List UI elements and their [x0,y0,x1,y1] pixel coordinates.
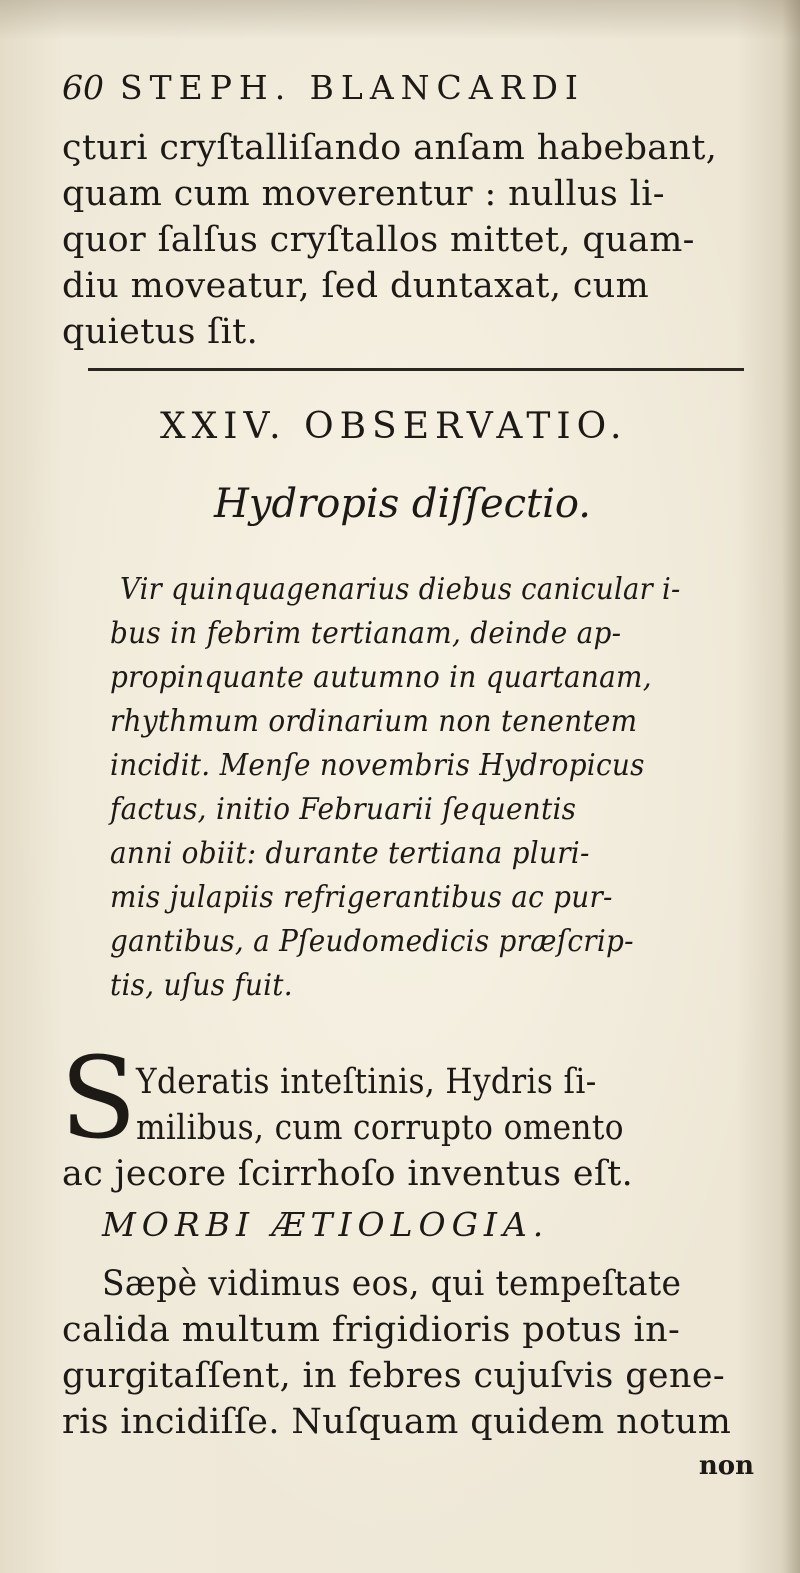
dissection-line: milibus, cum corrupto omento [136,1108,624,1148]
observation-title: Hydropis diſſectio. [214,481,591,527]
dissection-line: ac jecore ſcirrhoſo inventus eſt. [62,1154,634,1194]
page-shadow-top [0,0,800,40]
running-title: STEPH. BLANCARDI [120,68,585,107]
drop-cap: S [60,1034,137,1164]
page-number: 60 [62,68,104,107]
aetiology-heading: MORBI ÆTIOLOGIA. [102,1205,550,1244]
case-text-line: bus in febrim tertianam, deinde ap- [110,616,622,651]
aetiology-line: calida multum frigidioris potus in- [62,1310,681,1350]
observation-heading: XXIV. OBSERVATIO. [160,406,628,447]
text-line: quor ſalſus cryſtallos mittet, quam- [62,220,695,260]
catchword: non [698,1451,754,1481]
text-line: ςturi cryſtalliſando anſam habebant, [62,128,718,168]
text-line: quam cum moverentur : nullus li- [62,174,665,214]
case-text-line: propinquante autumno in quartanam, [110,660,652,695]
dissection-line: Yderatis inteſtinis, Hydris ſi- [136,1062,597,1102]
text-line: diu moveatur, ſed duntaxat, cum [62,266,650,306]
case-text-line: tis, uſus fuit. [110,968,293,1003]
case-text-line: Vir quinquagenarius diebus canicular i- [120,572,681,607]
aetiology-line: ris incidiſſe. Nuſquam quidem notum [62,1402,732,1442]
running-head [62,66,762,110]
case-text-line: incidit. Menſe novembris Hydropicus [110,748,645,783]
case-text-line: gantibus, a Pſeudomedicis præſcrip- [110,924,634,959]
case-text-line: rhythmum ordinarium non tenentem [110,704,638,739]
text-line: quietus ſit. [62,312,259,352]
case-text-line: factus, initio Februarii ſequentis [110,792,577,827]
case-text-line: mis julapiis refrigerantibus ac pur- [110,880,613,915]
page-gutter-shadow [782,0,800,1573]
case-text-line: anni obiit: durante tertiana pluri- [110,836,590,871]
section-rule [88,368,744,371]
aetiology-line: gurgitaſſent, in febres cujuſvis gene- [62,1356,726,1396]
aetiology-line: Sæpè vidimus eos, qui tempeſtate [102,1264,682,1304]
